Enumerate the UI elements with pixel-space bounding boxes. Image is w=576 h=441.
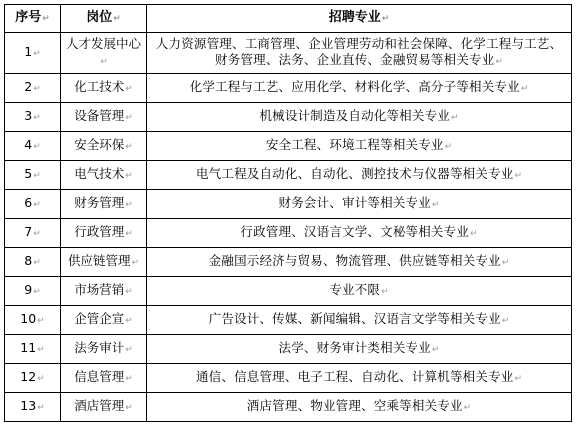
paragraph-mark: ↵ (125, 113, 133, 123)
row-position: 化工技术 (74, 79, 125, 94)
row-major-cell (147, 364, 572, 393)
table-row (5, 161, 572, 190)
paragraph-mark: ↵ (33, 229, 41, 239)
paragraph-mark: ↵ (125, 345, 133, 355)
paragraph-mark: ↵ (450, 113, 459, 123)
row-major: 财务会计、审计等相关专业 (278, 195, 431, 210)
row-major-cell (147, 219, 572, 248)
paragraph-mark: ↵ (125, 229, 133, 239)
row-number: 7 (24, 224, 33, 239)
paragraph-mark: ↵ (495, 57, 503, 67)
row-number-cell (5, 364, 61, 393)
recruitment-table (4, 4, 572, 422)
paragraph-mark: ↵ (37, 345, 45, 355)
header-position: 岗位↵ (61, 5, 147, 33)
table-row (5, 219, 572, 248)
row-major: 金融国示经济与贸易、物流管理、供应链等相关专业 (208, 253, 501, 268)
row-major-cell (147, 393, 572, 422)
row-number-cell (5, 74, 61, 103)
row-number: 9 (24, 282, 33, 297)
row-number-cell (5, 277, 61, 306)
table-row (5, 393, 572, 422)
row-position: 酒店管理 (74, 398, 125, 413)
row-number: 11 (20, 340, 37, 355)
paragraph-mark: ↵ (33, 142, 41, 152)
header-row (5, 5, 572, 33)
row-position-cell (61, 103, 147, 132)
row-number: 3 (24, 108, 33, 123)
row-position: 企管企宣 (74, 311, 125, 326)
row-position: 法务审计 (74, 340, 125, 355)
row-major: 酒店管理、物业管理、空乘等相关专业 (246, 398, 463, 413)
row-major-cell (147, 132, 572, 161)
row-number-cell (5, 190, 61, 219)
paragraph-mark: ↵ (125, 374, 133, 384)
row-major-cell (147, 190, 572, 219)
row-number: 8 (24, 253, 33, 268)
row-number: 1 (24, 44, 33, 59)
row-number-cell (5, 161, 61, 190)
row-number-cell (5, 103, 61, 132)
row-major: 行政管理、汉语言文学、文秘等相关专业 (240, 224, 470, 239)
header-major: 招聘专业↵ (147, 5, 572, 33)
row-number-cell (5, 132, 61, 161)
header-no: 序号↵ (5, 5, 61, 33)
row-position-cell (61, 190, 147, 219)
table-row (5, 248, 572, 277)
row-position: 供应链管理 (67, 253, 131, 268)
row-position-cell (61, 132, 147, 161)
row-position: 市场营销 (74, 282, 125, 297)
table-row (5, 74, 572, 103)
row-position: 行政管理 (74, 224, 125, 239)
row-major: 广告设计、传媒、新闻编辑、汉语言文学等相关专业 (208, 311, 501, 326)
row-position-cell (61, 335, 147, 364)
row-major-cell (147, 335, 572, 364)
paragraph-mark: ↵ (33, 84, 41, 94)
row-number: 6 (24, 195, 33, 210)
row-number-cell (5, 219, 61, 248)
row-major: 电气工程及自动化、自动化、测控技术与仪器等相关专业 (195, 166, 514, 181)
paragraph-mark: ↵ (33, 171, 41, 181)
paragraph-mark: ↵ (514, 171, 523, 181)
row-position-cell (61, 306, 147, 335)
paragraph-mark: ↵ (125, 171, 133, 181)
paragraph-mark: ↵ (381, 287, 389, 297)
row-major-cell (147, 103, 572, 132)
row-major: 化学工程与工艺、应用化学、材料化学、高分子等相关专业 (189, 79, 520, 94)
table-row (5, 306, 572, 335)
row-position-cell (61, 33, 147, 74)
paragraph-mark: ↵ (125, 142, 133, 152)
row-number-cell (5, 306, 61, 335)
table-row (5, 335, 572, 364)
row-major-cell (147, 161, 572, 190)
row-major-cell (147, 74, 572, 103)
table-row (5, 364, 572, 393)
row-major: 安全工程、环境工程等相关专业 (265, 137, 444, 152)
paragraph-mark: ↵ (501, 316, 510, 326)
paragraph-mark: ↵ (431, 200, 440, 210)
paragraph-mark: ↵ (514, 374, 523, 384)
row-position-cell (61, 161, 147, 190)
row-major-cell (147, 277, 572, 306)
paragraph-mark: ↵ (131, 258, 140, 268)
paragraph-mark: ↵ (470, 229, 478, 239)
paragraph-mark: ↵ (463, 403, 472, 413)
row-major-cell (147, 248, 572, 277)
paragraph-mark: ↵ (33, 287, 41, 297)
row-position: 人才发展中心 (65, 36, 141, 51)
paragraph-mark: ↵ (100, 57, 108, 67)
row-number: 10 (20, 311, 37, 326)
row-major: 人力资源管理、工商管理、企业管理劳动和社会保障、化学工程与工艺、财务管理、法务、企业直传、金融贸易等相关专业 (155, 36, 563, 67)
row-major: 专业不限 (329, 282, 381, 297)
row-position: 电气技术 (74, 166, 125, 181)
table-row (5, 33, 572, 74)
row-number-cell (5, 33, 61, 74)
row-number: 13 (20, 398, 37, 413)
table-row (5, 190, 572, 219)
row-major-cell (147, 33, 572, 74)
paragraph-mark: ↵ (33, 49, 41, 59)
paragraph-mark: ↵ (37, 403, 45, 413)
row-number-cell (5, 335, 61, 364)
row-position-cell (61, 364, 147, 393)
row-number: 5 (24, 166, 33, 181)
paragraph-mark: ↵ (125, 316, 133, 326)
row-major: 通信、信息管理、电子工程、自动化、计算机等相关专业 (195, 369, 514, 384)
paragraph-mark: ↵ (431, 345, 440, 355)
paragraph-mark: ↵ (520, 84, 529, 94)
paragraph-mark: ↵ (33, 113, 41, 123)
row-major: 法学、财务审计类相关专业 (278, 340, 431, 355)
paragraph-mark: ↵ (33, 258, 41, 268)
paragraph-mark: ↵ (37, 316, 45, 326)
row-position: 财务管理 (74, 195, 125, 210)
paragraph-mark: ↵ (37, 374, 45, 384)
row-position: 安全环保 (74, 137, 125, 152)
paragraph-mark: ↵ (444, 142, 453, 152)
row-position-cell (61, 277, 147, 306)
paragraph-mark: ↵ (125, 200, 133, 210)
paragraph-mark: ↵ (125, 403, 133, 413)
row-position-cell (61, 74, 147, 103)
row-major: 机械设计制造及自动化等相关专业 (259, 108, 450, 123)
row-number: 2 (24, 79, 33, 94)
table-row (5, 103, 572, 132)
row-position: 设备管理 (74, 108, 125, 123)
row-position-cell (61, 248, 147, 277)
row-number: 12 (20, 369, 37, 384)
table-row (5, 132, 572, 161)
row-major-cell (147, 306, 572, 335)
row-position-cell (61, 219, 147, 248)
row-position-cell (61, 393, 147, 422)
paragraph-mark: ↵ (125, 287, 133, 297)
row-number-cell (5, 248, 61, 277)
paragraph-mark: ↵ (33, 200, 41, 210)
row-position: 信息管理 (74, 369, 125, 384)
row-number-cell (5, 393, 61, 422)
paragraph-mark: ↵ (125, 84, 133, 94)
table-row (5, 277, 572, 306)
paragraph-mark: ↵ (501, 258, 510, 268)
row-number: 4 (24, 137, 33, 152)
